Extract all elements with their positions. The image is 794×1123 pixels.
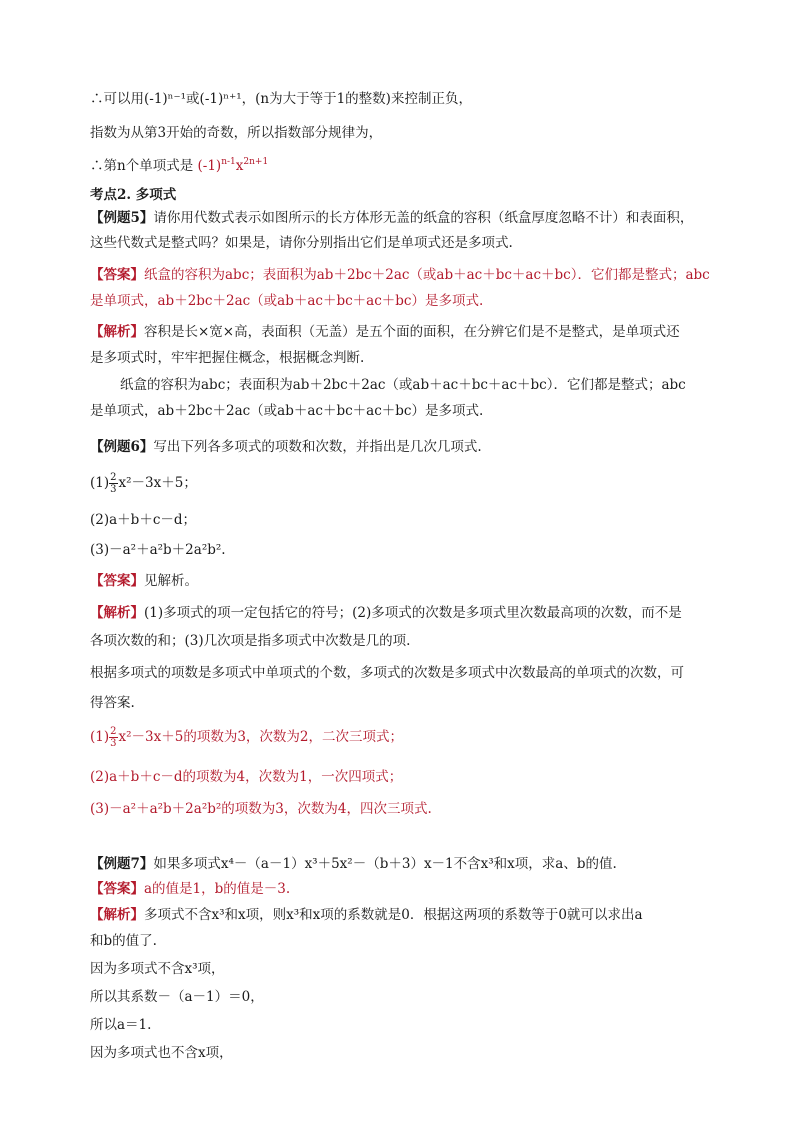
example7-question-text: 如果多项式x⁴－（a－1）x³＋5x²－（b＋3）x－1不含x³和x项，求a、b的值.	[153, 856, 617, 872]
nth-term-base: (-1)	[197, 158, 222, 174]
example6-analysis-line4: 得答案.	[90, 695, 135, 711]
example6-answer	[90, 572, 198, 590]
example5-answer-line1	[90, 266, 710, 284]
result-fraction-two-thirds	[109, 726, 117, 749]
result-item-3: (3)－a²＋a²b＋2a²b²的项数为3，次数为4，四次三项式.	[90, 801, 432, 817]
example5-analysis-line2: 是多项式时，牢牢把握住概念，根据概念判断.	[90, 350, 365, 366]
text-line-nth-term	[90, 157, 268, 177]
poly-item-3: (3)－a²＋a²b＋2a²b².	[90, 542, 226, 558]
result-item-2: (2)a＋b＋c－d的项数为4，次数为1，一次四项式；	[90, 769, 403, 785]
nth-term-label: ∴第n个单项式是	[90, 158, 194, 174]
example5-answer-text: 纸盒的容积为abc；表面积为ab＋2bc＋2ac（或ab＋ac＋bc＋ac＋bc）．它们都是整式；abc	[144, 267, 710, 283]
example7-answer	[90, 880, 290, 898]
example7-analysis-text: 多项式不含x³和x项，则x³和x项的系数就是0．根据这两项的系数等于0就可以求出a	[144, 907, 643, 923]
example5-analysis-line1	[90, 323, 680, 341]
example7-analysis-line5: 所以a＝1.	[90, 1017, 152, 1033]
fraction-two-thirds	[109, 472, 117, 495]
result-1-text: x²－3x＋5的项数为3，次数为2，二次三项式；	[118, 729, 403, 745]
example5-analysis-line3: 纸盒的容积为abc；表面积为ab＋2bc＋2ac（或ab＋ac＋bc＋ac＋bc）．它们都是整式；abc	[120, 377, 686, 393]
analysis-tag: 【解析】	[90, 907, 144, 923]
example7-analysis-line1	[90, 906, 643, 924]
example5-answer-line2: 是单项式，ab＋2bc＋2ac（或ab＋ac＋bc＋ac＋bc）是多项式.	[90, 293, 484, 309]
nth-term-exp1: n-1	[221, 157, 236, 167]
analysis-tag: 【解析】	[90, 324, 144, 340]
text-line-control-sign: ∴可以用(-1)ⁿ⁻¹或(-1)ⁿ⁺¹，(n为大于等于1的整数)来控制正负，	[90, 91, 472, 107]
example7-question	[90, 855, 617, 873]
example7-analysis-line4: 所以其系数－（a－1）＝0，	[90, 989, 264, 1005]
item-1-expression: x²－3x＋5；	[118, 475, 197, 491]
nth-term-x: x	[235, 158, 244, 174]
example7-analysis-line2: 和b的值了.	[90, 933, 157, 949]
fraction-denominator: 3	[110, 484, 117, 495]
result-fraction-numerator: 2	[110, 726, 117, 737]
poly-item-1	[90, 470, 197, 496]
example6-question	[90, 438, 482, 456]
poly-item-2: (2)a＋b＋c－d；	[90, 512, 197, 528]
section-heading: 考点2. 多项式	[90, 187, 177, 203]
item-1-number: (1)	[90, 475, 110, 491]
example7-answer-text: a的值是1，b的值是－3.	[144, 881, 291, 897]
example5-question-line2: 这些代数式是整式吗？如果是，请你分别指出它们是单项式还是多项式.	[90, 235, 513, 251]
result-item-1	[90, 724, 403, 750]
answer-tag: 【答案】	[90, 267, 144, 283]
answer-tag: 【答案】	[90, 881, 144, 897]
example6-tag: 【例题6】	[90, 439, 154, 455]
example6-analysis-line2: 各项次数的和；(3)几次项是指多项式中次数是几的项.	[90, 633, 411, 649]
example6-analysis-text: (1)多项式的项一定包括它的符号；(2)多项式的次数是多项式里次数最高项的次数，而不是	[144, 605, 682, 621]
fraction-numerator: 2	[110, 472, 117, 483]
result-1-number: (1)	[90, 729, 110, 745]
answer-tag: 【答案】	[90, 573, 144, 589]
example5-question-text: 请你用代数式表示如图所示的长方体形无盖的纸盒的容积（纸盒厚度忽略不计）和表面积，	[153, 210, 694, 226]
example5-question-line1	[90, 209, 693, 227]
example5-tag: 【例题5】	[90, 210, 154, 226]
example6-answer-text: 见解析。	[144, 573, 198, 589]
example7-analysis-line6: 因为多项式也不含x项，	[90, 1045, 233, 1061]
example7-analysis-line3: 因为多项式不含x³项，	[90, 961, 225, 977]
example5-analysis-text: 容积是长×宽×高，表面积（无盖）是五个面的面积，在分辨它们是不是整式，是单项式还	[144, 324, 680, 340]
example7-tag: 【例题7】	[90, 856, 154, 872]
example6-analysis-line1	[90, 604, 682, 622]
analysis-tag: 【解析】	[90, 605, 144, 621]
text-line-exponent-rule: 指数为从第3开始的奇数，所以指数部分规律为，	[90, 125, 383, 141]
example6-analysis-line3: 根据多项式的项数是多项式中单项式的个数，多项式的次数是多项式中次数最高的单项式的次数，可	[90, 665, 684, 681]
nth-term-exp2: 2n+1	[243, 157, 269, 167]
result-fraction-denominator: 3	[110, 738, 117, 749]
example6-question-text: 写出下列各多项式的项数和次数，并指出是几次几项式.	[153, 439, 482, 455]
example5-analysis-line4: 是单项式，ab＋2bc＋2ac（或ab＋ac＋bc＋ac＋bc）是多项式.	[90, 403, 484, 419]
